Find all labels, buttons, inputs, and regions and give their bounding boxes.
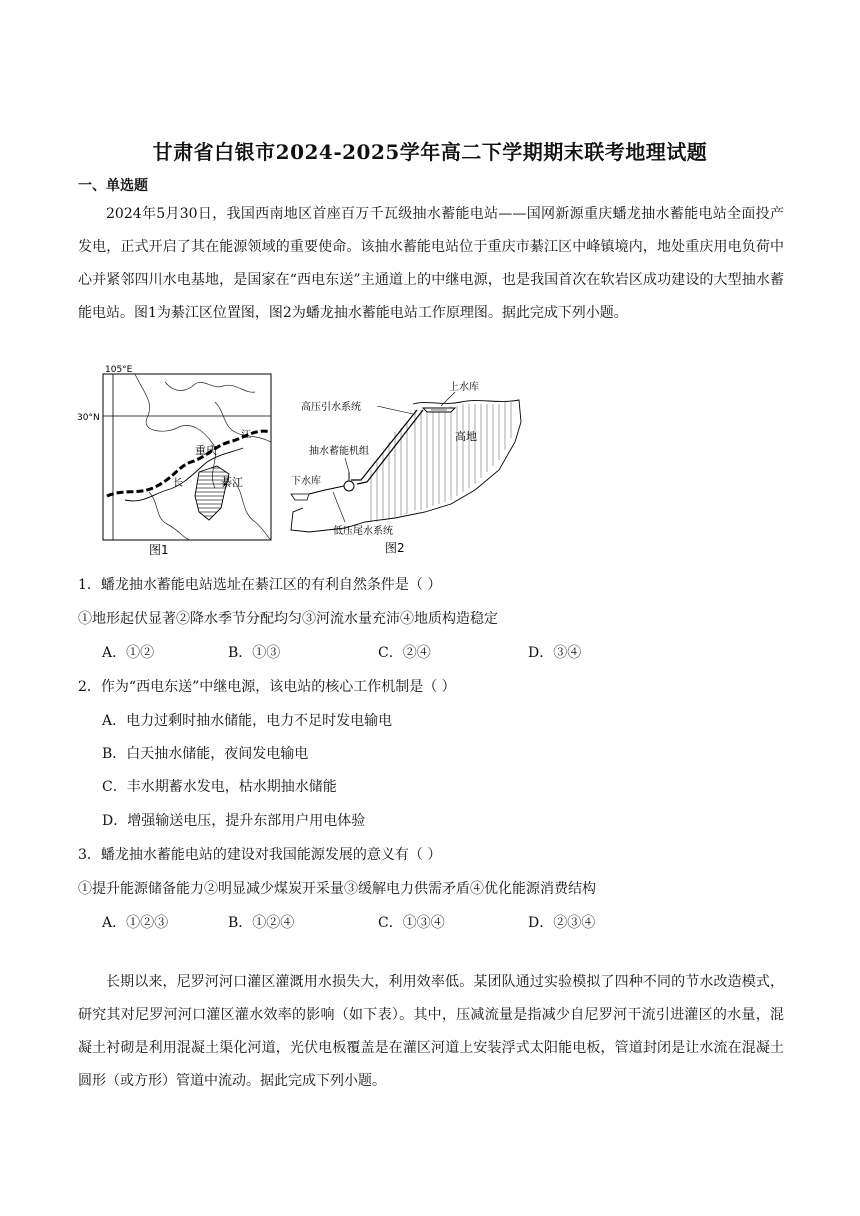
figure-1-caption: 图1 [149,543,169,557]
figure-2-diagram [291,380,521,555]
figure-1-label-chang: 长 [173,478,183,489]
figure-2-caption: 图2 [385,541,405,555]
figure-1-label-jiang: 江 [241,430,251,441]
question-1-option-d[interactable]: D．③④ [528,645,582,661]
figure-1-map [77,365,271,557]
passage-1: 2024年5月30日，我国西南地区首座百万千瓦级抽水蓄能电站——国网新源重庆蟠龙抽水蓄能电站全面投产发电，正式开启了其在能源领域的重要使命。该抽水蓄能电站位于重庆市綦江区中峰镇境内，地处重庆用电负荷中心并紧邻四川水电基地，是国家在“西电东送”主通道上的中继电源，也是我国首次在软岩区成功建设的大型抽水蓄能电站。图1为綦江区位置图，图2为蟠龙抽水蓄能电站工作原理图。据此完成下列小题。 [78,206,784,321]
question-2-option-a[interactable]: A．电力过剩时抽水储能，电力不足时发电输电 [102,713,393,729]
figures [77,362,535,562]
question-2-stem: 2．作为“西电东送”中继电源，该电站的核心工作机制是（ ） [78,679,456,695]
question-1-option-a[interactable]: A．①② [102,645,155,661]
question-2-option-c[interactable]: C．丰水期蓄水发电，枯水期抽水储能 [102,779,337,795]
question-1-option-c[interactable]: C．②④ [378,645,431,661]
question-3-stem: 3．蟠龙抽水蓄能电站的建设对我国能源发展的意义有（ ） [78,847,442,863]
figure-1-label-chongqing: 重庆 [195,444,217,457]
question-1-options [102,642,702,662]
page-title: 甘肃省白银市2024-2025学年高二下学期期末联考地理试题 [152,140,708,164]
figure-2-label-high-pressure: 高压引水系统 [301,402,361,413]
question-3-option-a[interactable]: A．①②③ [102,915,169,931]
section-heading: 一、单选题 [78,178,148,194]
figure-1-lat-label: 30°N [77,413,100,423]
figure-1-label-qijiang: 綦江 [221,476,243,489]
figure-2-label-lower-reservoir: 下水库 [291,476,321,487]
question-3-option-b[interactable]: B．①②④ [228,915,295,931]
question-3-options [102,912,702,932]
figure-1-lon-label: 105°E [105,365,133,375]
figure-2-label-unit: 抽水蓄能机组 [309,446,369,457]
question-3-option-d[interactable]: D．②③④ [528,915,596,931]
figure-2-label-tailwater: 低压尾水系统 [333,526,393,537]
figure-2-label-highland: 高地 [455,430,477,443]
question-3-option-c[interactable]: C．①③④ [378,915,445,931]
figure-2-label-upper-reservoir: 上水库 [449,382,479,393]
question-2-option-d[interactable]: D．增强输送电压，提升东部用户用电体验 [102,813,366,829]
passage-2: 长期以来，尼罗河河口灌区灌溉用水损失大，利用效率低。某团队通过实验模拟了四种不同的节水改造模式，研究其对尼罗河河口灌区灌水效率的影响（如下表）。其中，压减流量是指减少自尼罗河干流引进灌区的水量，混凝土衬砌是利用混凝土渠化河道，光伏电板覆盖是在灌区河道上安装浮式太阳能电板，管道封闭是让水流在混凝土圆形（或方形）管道中流动。据此完成下列小题。 [78,974,784,1089]
question-3-statement: ①提升能源储备能力②明显减少煤炭开采量③缓解电力供需矛盾④优化能源消费结构 [78,881,596,897]
question-1-stem: 1．蟠龙抽水蓄能电站选址在綦江区的有利自然条件是（ ） [78,577,442,593]
question-1-option-b[interactable]: B．①③ [228,645,281,661]
question-1-statement: ①地形起伏显著②降水季节分配均匀③河流水量充沛④地质构造稳定 [78,611,498,627]
question-2-option-b[interactable]: B．白天抽水储能，夜间发电输电 [102,746,309,762]
